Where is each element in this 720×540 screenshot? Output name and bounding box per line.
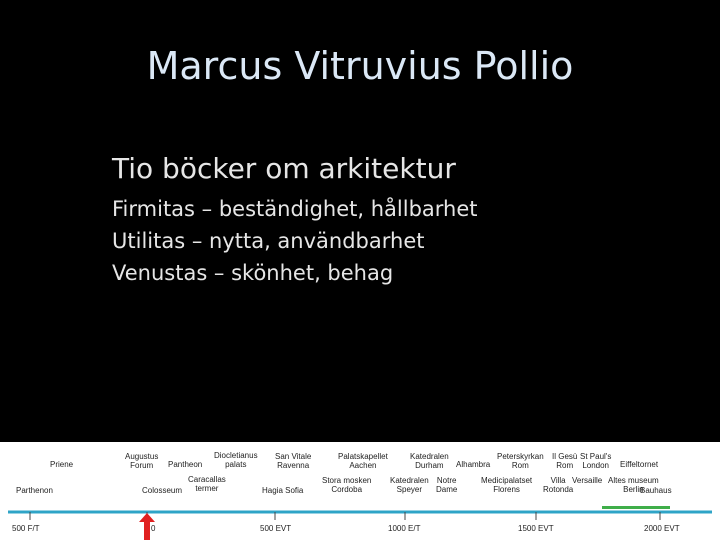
timeline-building: Il Gesù Rom xyxy=(552,452,578,470)
timeline-building: San Vitale Ravenna xyxy=(275,452,312,470)
timeline-building: Altes museum Berlin xyxy=(608,476,659,494)
timeline-building: Parthenon xyxy=(16,486,53,495)
tick-label: 500 F/T xyxy=(12,524,40,533)
timeline-building: Villa Rotonda xyxy=(543,476,574,494)
timeline-building: Peterskyrkan Rom xyxy=(497,452,544,470)
timeline-building: Caracallas termer xyxy=(188,475,226,493)
timeline-building: Eiffeltornet xyxy=(620,460,659,469)
slide-title: Marcus Vitruvius Pollio xyxy=(146,44,574,88)
timeline-building: Stora mosken Cordoba xyxy=(322,476,372,494)
tick-label: 1000 E/T xyxy=(388,524,421,533)
timeline-building: Medicipalatset Florens xyxy=(481,476,533,494)
timeline-axis-graphics xyxy=(0,442,720,540)
timeline-building: Katedralen Speyer xyxy=(390,476,429,494)
timeline-building: Alhambra xyxy=(456,460,491,469)
timeline-highlight-bar xyxy=(602,506,670,509)
timeline-building: Colosseum xyxy=(142,486,183,495)
tick-label: 1500 EVT xyxy=(518,524,554,533)
body-line-firmitas: Firmitas – beständighet, hållbarhet xyxy=(112,197,478,221)
timeline-building: St Paul's London xyxy=(580,452,612,470)
tick-label: 0 xyxy=(151,524,156,533)
timeline-building: Palatskapellet Aachen xyxy=(338,452,388,470)
timeline-building: Versaille xyxy=(572,476,603,485)
body-line-utilitas: Utilitas – nytta, användbarhet xyxy=(112,229,425,253)
tick-label: 500 EVT xyxy=(260,524,292,533)
slide-body xyxy=(112,152,478,289)
body-line-venustas: Venustas – skönhet, behag xyxy=(112,261,394,285)
slide-subheading: Tio böcker om arkitektur xyxy=(112,152,456,185)
timeline-building: Katedralen Durham xyxy=(410,452,449,470)
timeline-building: Priene xyxy=(50,460,74,469)
timeline-building: Pantheon xyxy=(168,460,203,469)
timeline-building: Notre Dame xyxy=(436,476,458,494)
timeline-building: Augustus Forum xyxy=(125,452,159,470)
timeline-building: Diocletianus palats xyxy=(214,451,258,469)
architecture-timeline xyxy=(0,442,720,540)
timeline-building: Bauhaus xyxy=(640,486,672,495)
timeline-building: Hagia Sofia xyxy=(262,486,304,495)
tick-label: 2000 EVT xyxy=(644,524,680,533)
